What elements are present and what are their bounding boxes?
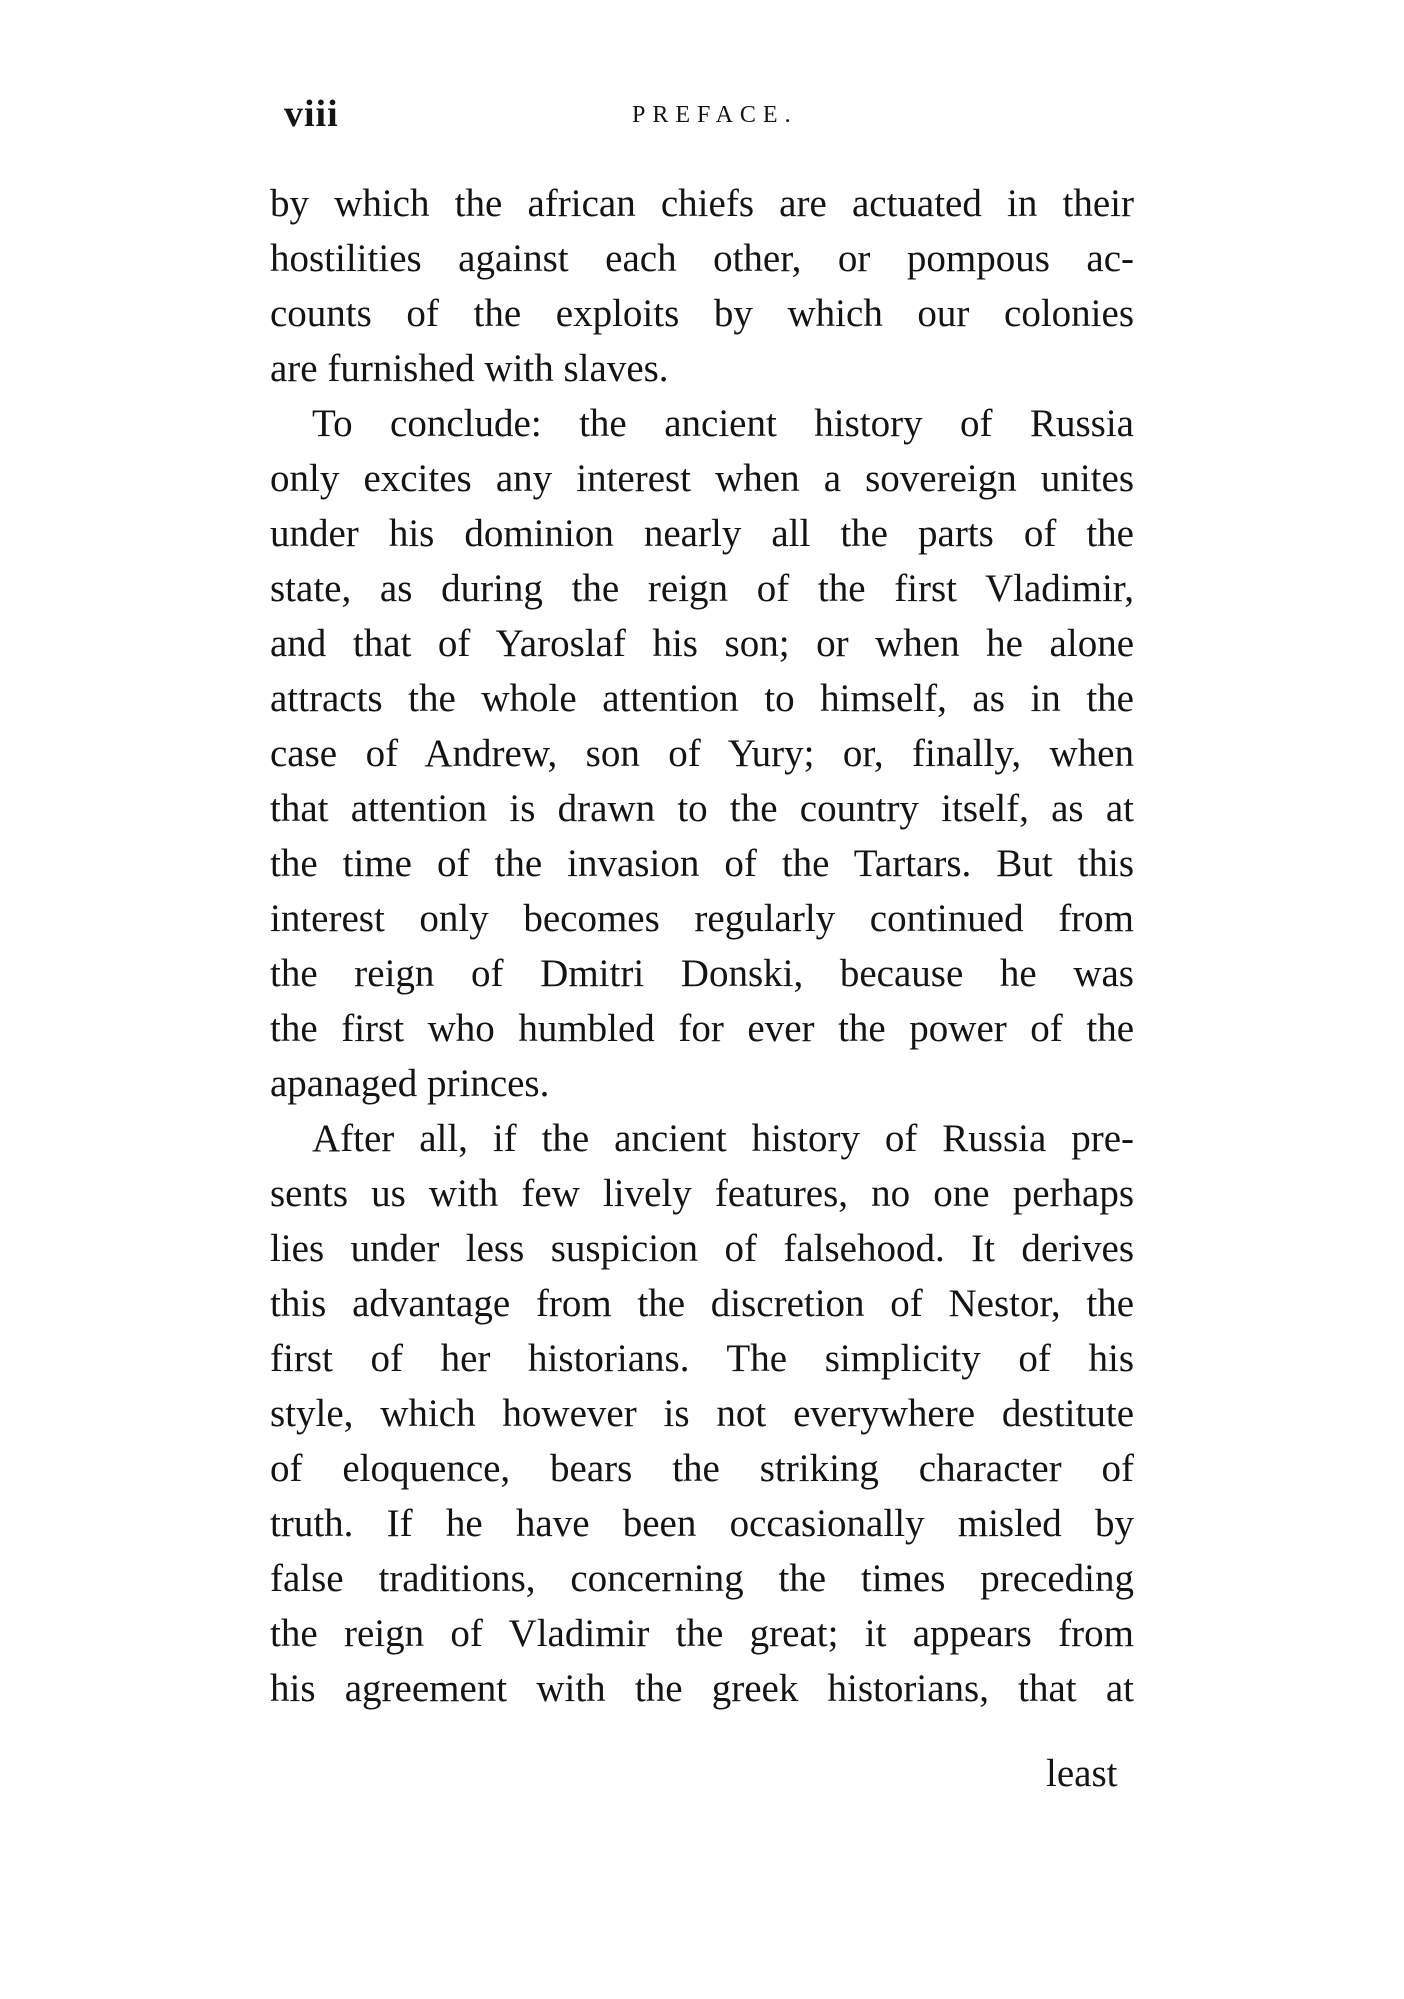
text-line: his agreement with the greek historians, that at xyxy=(270,1667,1134,1710)
text-line: the reign of Dmitri Donski, because he was xyxy=(270,952,1134,995)
text-line: are furnished with slaves. xyxy=(270,347,669,390)
text-line: this advantage from the discretion of Nestor, the xyxy=(270,1282,1134,1325)
text-line: lies under less suspicion of falsehood. It derives xyxy=(270,1227,1134,1270)
text-line: To conclude: the ancient history of Russia xyxy=(312,402,1134,445)
text-line: truth. If he have been occasionally misled by xyxy=(270,1502,1134,1545)
text-line: case of Andrew, son of Yury; or, finally, when xyxy=(270,732,1134,775)
text-line: After all, if the ancient history of Russia pre- xyxy=(312,1117,1134,1160)
running-title: PREFACE. xyxy=(632,102,798,128)
paragraph-3 xyxy=(270,1111,1134,1716)
text-line: false traditions, concerning the times preceding xyxy=(270,1557,1134,1600)
paragraph-2 xyxy=(270,396,1134,1111)
text-line: and that of Yaroslaf his son; or when he alone xyxy=(270,622,1134,665)
text-line: by which the african chiefs are actuated in their xyxy=(270,182,1134,225)
text-line: sents us with few lively features, no one perhaps xyxy=(270,1172,1134,1215)
text-line: only excites any interest when a sovereign unites xyxy=(270,457,1134,500)
text-line: the reign of Vladimir the great; it appears from xyxy=(270,1612,1134,1655)
text-line: hostilities against each other, or pompous ac- xyxy=(270,237,1134,280)
text-line: interest only becomes regularly continued from xyxy=(270,897,1134,940)
text-line: attracts the whole attention to himself, as in the xyxy=(270,677,1134,720)
text-line: of eloquence, bears the striking character of xyxy=(270,1447,1134,1490)
text-line: state, as during the reign of the first Vladimir, xyxy=(270,567,1134,610)
text-line: first of her historians. The simplicity of his xyxy=(270,1337,1134,1380)
body-text xyxy=(270,176,1134,1716)
text-line: apanaged princes. xyxy=(270,1062,550,1105)
text-line: that attention is drawn to the country itself, as at xyxy=(270,787,1134,830)
page-number: viii xyxy=(284,93,339,135)
paragraph-1 xyxy=(270,176,1134,396)
text-line: the time of the invasion of the Tartars. But this xyxy=(270,842,1134,885)
text-line: under his dominion nearly all the parts of the xyxy=(270,512,1134,555)
catchword: least xyxy=(1046,1752,1118,1795)
text-line: the first who humbled for ever the power of the xyxy=(270,1007,1134,1050)
page-header xyxy=(282,92,1122,152)
text-line: counts of the exploits by which our colonies xyxy=(270,292,1134,335)
text-line: style, which however is not everywhere destitute xyxy=(270,1392,1134,1435)
